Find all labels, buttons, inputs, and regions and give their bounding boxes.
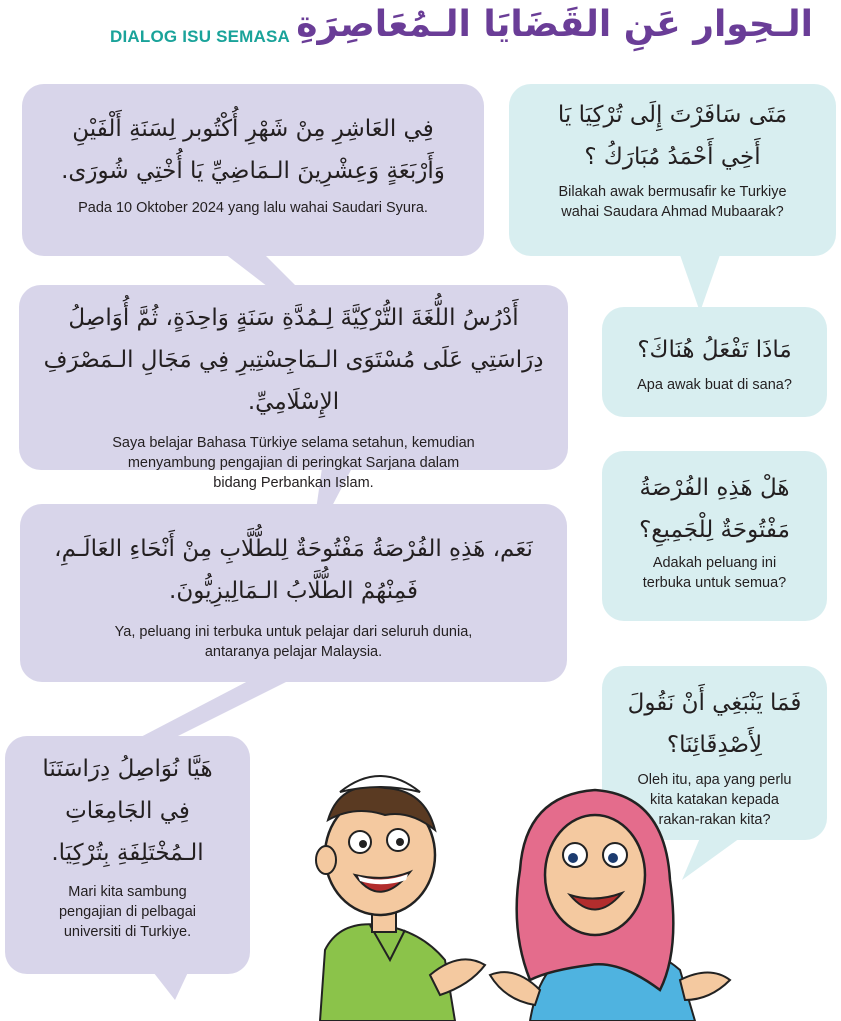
tail-purple-1 xyxy=(220,250,300,290)
arabic-text: فِي العَاشِرِ مِنْ شَهْرِ أُكْتُوبر لِسَنَةِ أَلْفَيْنِ وَأَرْبَعَةٍ وَعِشْرِينَ الـمَاضِيِّ يَا أُخْتِي شُورَى. xyxy=(61,116,445,184)
malay-translation: Bilakah awak bermusafir ke Turkiye wahai Saudara Ahmad Mubaarak? xyxy=(558,184,787,220)
malay-translation: Ya, peluang ini terbuka untuk pelajar dari seluruh dunia, antaranya pelajar Malaysia. xyxy=(114,624,473,660)
tail-purple-3 xyxy=(135,680,290,740)
boy-illustration xyxy=(316,776,485,1021)
malay-translation: Saya belajar Bahasa Türkiye selama setahun, kemudian menyambung pengajian di peringkat Sarjana dalam bidang Perbankan Islam. xyxy=(112,435,475,491)
malay-translation: Mari kita sambung pengajian di pelbagai universiti di Turkiye. xyxy=(58,884,197,940)
arabic-text: نَعَم، هَذِهِ الفُرْصَةُ مَفْتُوحَةٌ لِلطُّلَّابِ مِنْ أَنْحَاءِ العَالَـمِ، فَمِنْهُمْ الطُّلَّابُ الـمَالِيزِيُّونَ. xyxy=(54,536,533,604)
speech-bubble-purple-2 xyxy=(19,285,568,491)
page-title: الـحِوار عَنِ القَضَايَا الـمُعَاصِرَةِ xyxy=(296,4,813,45)
arabic-text: مَاذَا تَفْعَلُ هُنَاكَ؟ xyxy=(637,337,792,363)
malay-translation: Adakah peluang ini terbuka untuk semua? xyxy=(642,555,787,591)
speech-bubble-purple-1 xyxy=(22,84,484,256)
speech-bubble-purple-4 xyxy=(5,736,250,974)
speech-bubble-purple-3 xyxy=(20,504,567,682)
cartoon-characters xyxy=(240,760,840,1021)
section-tag: DIALOG ISU SEMASA xyxy=(110,27,291,46)
arabic-text: هَيَّا نُوَاصِلُ دِرَاسَتَنَا فِي الجَامِعَاتِ الـمُخْتَلِفَةِ بِتُرْكِيَا. xyxy=(42,756,213,866)
arabic-text: فَمَا يَنْبَغِي أَنْ نَقُولَ لِأَصْدِقَائِنَا؟ xyxy=(627,690,802,758)
girl-illustration xyxy=(490,790,730,1021)
tail-teal-1 xyxy=(680,255,720,312)
speech-bubble-teal-3 xyxy=(602,451,827,621)
speech-bubble-teal-1 xyxy=(509,84,836,256)
arabic-text: مَتَى سَافَرْتَ إِلَى تُرْكِيَا يَا أَخِي أَحْمَدُ مُبَارَكُ ؟ xyxy=(557,102,788,170)
malay-translation: Apa awak buat di sana? xyxy=(637,377,792,393)
arabic-text: هَلْ هَذِهِ الفُرْصَةُ مَفْتُوحَةٌ لِلْجَمِيعِ؟ xyxy=(639,475,790,543)
malay-translation: Pada 10 Oktober 2024 yang lalu wahai Saudari Syura. xyxy=(78,200,428,216)
malay-translation: Oleh itu, apa yang perlu kita katakan kepada rakan-rakan kita? xyxy=(637,772,792,828)
speech-bubble-teal-2 xyxy=(602,307,827,417)
arabic-text: أَدْرُسُ اللُّغَةَ التُّرْكِيَّةَ لِـمُدَّةِ سَنَةٍ وَاحِدَةٍ، ثُمَّ أُوَاصِلُ دِرَاسَتِي عَلَى مُسْتَوَى الـمَاجِسْتِيرِ فِي مَجَالِ الـمَصْرَفِ الإِسْلَامِيِّ. xyxy=(43,305,544,415)
